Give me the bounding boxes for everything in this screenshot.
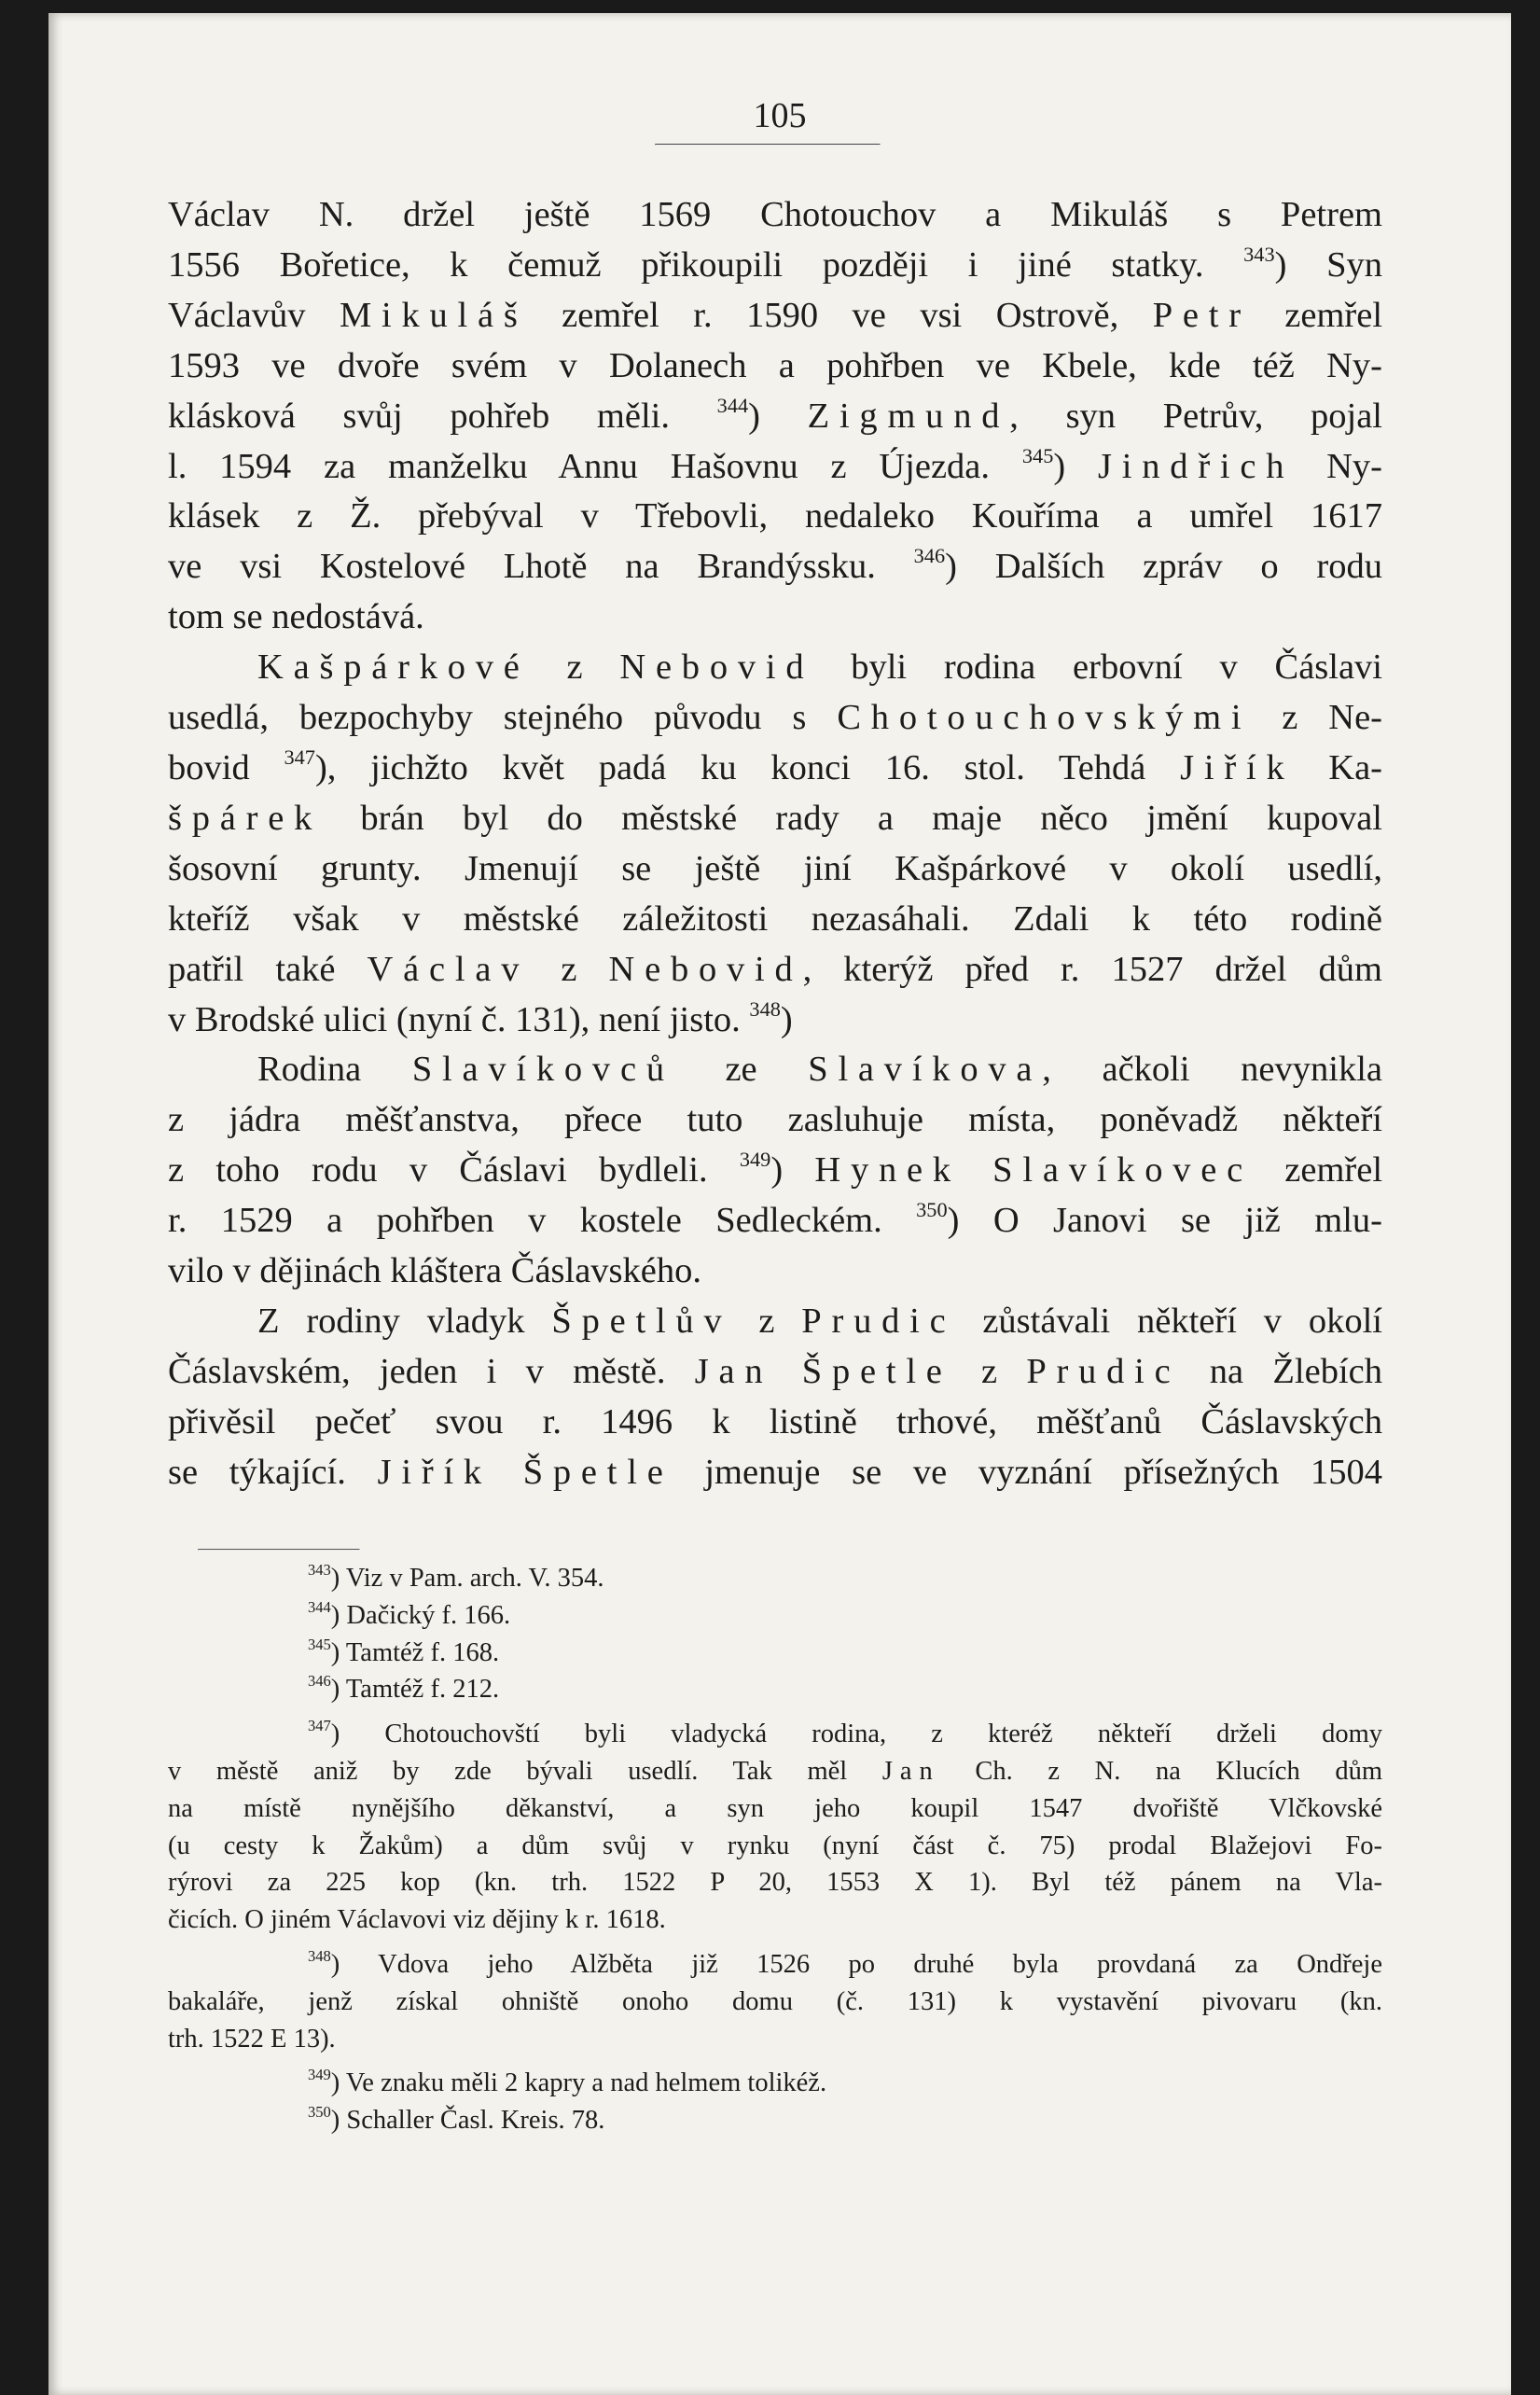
main-text xyxy=(168,190,1382,1498)
footnote-line xyxy=(168,1864,1382,1901)
paragraph xyxy=(168,1045,1382,1297)
spaced-name: Hynek xyxy=(814,1150,961,1191)
text-run: na místě nynějšího děkanství, a syn jeho koupil 1547 dvořiště Vlčkovské xyxy=(168,1793,1382,1823)
spaced-name: Jindřich xyxy=(1098,446,1295,486)
text-run: ) xyxy=(1053,446,1099,486)
footnote-group xyxy=(168,2065,1382,2139)
spaced-name: Nebovid xyxy=(619,647,814,688)
text-line xyxy=(168,996,1382,1046)
footnote-ref: 348 xyxy=(749,996,781,1021)
text-line xyxy=(168,392,1382,442)
text-run: zemřel r. 1590 ve vsi Ostrově, xyxy=(527,295,1153,335)
spaced-name: Slavíkovců xyxy=(411,1050,674,1090)
text-line xyxy=(168,1095,1382,1146)
text-line xyxy=(168,1196,1382,1246)
footnote xyxy=(168,2102,1382,2139)
text-run: z toho rodu v Čáslavi bydleli. xyxy=(168,1150,740,1191)
text-run: zůstávali někteří v okolí xyxy=(955,1301,1383,1341)
text-line xyxy=(168,945,1382,996)
footnote-text: ) Ve znaku měli 2 kapry a nad helmem tolikéž. xyxy=(330,2068,827,2098)
footnotes xyxy=(168,1560,1382,2139)
text-run: , kterýž před r. 1527 držel dům xyxy=(802,949,1383,989)
text-run: tom se nedostává. xyxy=(168,597,424,637)
text-run: brán byl do městské rady a maje něco jmění kupoval xyxy=(322,798,1382,838)
footnote-ref: 349 xyxy=(739,1148,771,1172)
text-run: l. 1594 za manželku Annu Hašovnu z Újezda. xyxy=(168,446,1022,486)
spaced-name: Jan xyxy=(881,1756,940,1786)
footnote-number: 344 xyxy=(308,1597,331,1616)
text-run: zemřel xyxy=(1250,295,1383,335)
spaced-name: Zigmund xyxy=(807,396,1010,436)
footnote xyxy=(168,2065,1382,2102)
footnote-line xyxy=(168,1716,1382,1753)
footnote-text: ) Viz v Pam. arch. V. 354. xyxy=(330,1564,604,1593)
text-line xyxy=(168,1297,1382,1347)
text-run: z xyxy=(529,647,620,688)
text-line xyxy=(168,592,1382,643)
paragraph xyxy=(168,643,1382,1045)
text-run: usedlá, bezpochyby stejného původu s xyxy=(168,698,838,738)
spaced-name: Chotouchovskými xyxy=(837,698,1252,738)
spaced-name: Jiřík xyxy=(377,1452,492,1492)
footnote-ref: 346 xyxy=(913,544,946,568)
text-run: , syn Petrův, pojal xyxy=(1009,396,1383,436)
text-run: ) xyxy=(770,1150,815,1191)
text-run xyxy=(492,1453,523,1492)
spaced-name: špárek xyxy=(168,798,323,838)
page-number: 105 xyxy=(753,96,807,135)
footnote-line xyxy=(168,1753,1382,1790)
spaced-name: Špetle xyxy=(522,1452,673,1492)
text-run: Rodina xyxy=(257,1050,412,1090)
spaced-name: Prudic xyxy=(1026,1351,1181,1391)
spaced-name: Slavíkovec xyxy=(992,1150,1254,1191)
text-run: rýrovi za 225 kop (kn. trh. 1522 P 20, 1553 X 1). Byl též pánem na Vla- xyxy=(168,1868,1382,1898)
text-run: patřil také xyxy=(168,949,368,989)
footnote-ref: 347 xyxy=(284,745,315,769)
spaced-name: Nebovid xyxy=(608,949,803,989)
text-run: čicích. O jiném Václavovi viz dějiny k r. 1618. xyxy=(168,1905,666,1935)
text-run: ) xyxy=(780,999,793,1039)
text-run: Čáslavském, jeden i v městě. xyxy=(168,1351,695,1391)
footnote-line xyxy=(168,1984,1382,2021)
text-run: ), jichžto květ padá ku konci 16. stol. Tehdá xyxy=(314,747,1181,787)
text-run: jmenuje se ve vyznání přísežných 1504 xyxy=(673,1452,1383,1492)
footnote-number: 346 xyxy=(308,1672,331,1691)
text-run: ) Dalších zpráv o rodu xyxy=(945,547,1382,587)
text-line xyxy=(168,442,1382,493)
text-run: 1593 ve dvoře svém v Dolanech a pohřben ve Kbele, kde též Ny- xyxy=(168,345,1382,385)
text-run: Z rodiny vladyk xyxy=(257,1301,552,1341)
text-line xyxy=(168,844,1382,895)
footnote-number: 343 xyxy=(308,1561,331,1580)
text-run: klásková svůj pohřeb měli. xyxy=(168,396,717,436)
text-run: zemřel xyxy=(1253,1150,1383,1191)
footnote xyxy=(168,1716,1382,1939)
footnote-text: ) Schaller Časl. Kreis. 78. xyxy=(330,2106,605,2136)
text-run: ze xyxy=(673,1050,809,1090)
text-run: Ka- xyxy=(1294,747,1382,787)
text-line xyxy=(168,492,1382,542)
text-run: z xyxy=(951,1351,1027,1391)
text-run: r. 1529 a pohřben v kostele Sedleckém. xyxy=(168,1201,917,1241)
footnote xyxy=(168,1597,1382,1635)
spaced-name: Jiřík xyxy=(1180,747,1295,787)
text-run: ) Syn xyxy=(1274,244,1383,285)
text-line xyxy=(168,895,1382,945)
footnote-ref: 350 xyxy=(916,1198,948,1222)
text-run: ) xyxy=(748,396,808,436)
text-run: Václavův xyxy=(168,295,340,335)
footnote-number: 350 xyxy=(308,2103,331,2122)
spaced-name: Špetle xyxy=(801,1351,952,1391)
text-run: trh. 1522 E 13). xyxy=(168,2024,336,2054)
text-run: 1556 Bořetice, k čemuž přikoupili později i jiné statky. xyxy=(168,244,1244,285)
paragraph xyxy=(168,1297,1382,1498)
header-rule xyxy=(655,144,881,146)
text-line xyxy=(168,643,1382,693)
footnote-line xyxy=(168,2021,1382,2058)
text-run: z Ne- xyxy=(1251,698,1382,738)
footnote-ref: 344 xyxy=(716,393,749,417)
text-line xyxy=(168,542,1382,592)
text-run: ) O Janovi se již mlu- xyxy=(947,1201,1382,1241)
text-run: Václav N. držel ještě 1569 Chotouchov a Mikuláš s Petrem xyxy=(168,195,1382,234)
text-run: se týkající. xyxy=(168,1452,378,1492)
footnote-line xyxy=(168,1901,1382,1939)
text-line xyxy=(168,693,1382,744)
text-run: Ch. z N. na Klucích dům xyxy=(939,1756,1382,1786)
text-run: ve vsi Kostelové Lhotě na Brandýssku. xyxy=(168,547,914,587)
text-run: z xyxy=(529,949,609,989)
footnote-line xyxy=(168,1828,1382,1865)
text-run: v Brodské ulici (nyní č. 131), není jisto. xyxy=(168,999,750,1039)
footnote xyxy=(168,1635,1382,1672)
text-line xyxy=(168,794,1382,844)
text-run: , ačkoli nevynikla xyxy=(1042,1050,1382,1090)
text-line xyxy=(168,1246,1382,1297)
text-run: Ny- xyxy=(1294,446,1383,486)
text-run: ) Vdova jeho Alžběta již 1526 po druhé byla provdaná za Ondřeje xyxy=(330,1949,1382,1979)
footnote-ref: 345 xyxy=(1021,443,1054,467)
footnote-ref: 347 xyxy=(308,1717,331,1735)
text-line xyxy=(168,1146,1382,1196)
text-run: v městě aniž by zde bývali usedlí. Tak měl xyxy=(168,1756,882,1786)
text-run: ) Chotouchovští byli vladycká rodina, z kteréž někteří drželi domy xyxy=(330,1720,1382,1749)
footnote-number: 349 xyxy=(308,2066,331,2084)
spaced-name: Kašpárkové xyxy=(257,647,530,688)
text-run: přivěsil pečeť svou r. 1496 k listině trhové, měšťanů Čáslavských xyxy=(168,1401,1382,1441)
footnote-text: ) Tamtéž f. 168. xyxy=(330,1637,500,1667)
book-page xyxy=(49,13,1511,2395)
footnote-text: ) Tamtéž f. 212. xyxy=(330,1675,500,1705)
text-run xyxy=(961,1150,992,1190)
text-line xyxy=(168,241,1382,291)
spaced-name: Mikuláš xyxy=(339,295,528,335)
spaced-name: Jan xyxy=(694,1351,773,1391)
footnote-ref: 348 xyxy=(308,1947,331,1966)
text-run: bakaláře, jenž získal ohniště onoho domu (č. 131) k vystavění pivovaru (kn. xyxy=(168,1986,1382,2016)
text-line xyxy=(168,1045,1382,1095)
text-line xyxy=(168,1398,1382,1448)
spaced-name: Petr xyxy=(1152,295,1251,335)
text-run: kteříž však v městské záležitosti nezasáhali. Zdali k této rodině xyxy=(168,898,1382,939)
text-line xyxy=(168,291,1382,341)
footnote-line xyxy=(168,1790,1382,1828)
text-line xyxy=(168,190,1382,241)
paragraph xyxy=(168,190,1382,643)
footnote-text: ) Dačický f. 166. xyxy=(330,1600,511,1630)
spaced-name: Slavíkova xyxy=(808,1050,1043,1090)
spaced-name: Václav xyxy=(367,949,530,989)
footnote-separator xyxy=(198,1549,360,1551)
text-run: byli rodina erbovní v Čáslavi xyxy=(813,647,1382,688)
footnote-line xyxy=(168,1946,1382,1984)
text-run: (u cesty k Žakům) a dům svůj v rynku (nyní část č. 75) prodal Blažejovi Fo- xyxy=(168,1831,1382,1860)
text-line xyxy=(168,1347,1382,1398)
footnote-ref: 343 xyxy=(1243,242,1275,266)
text-run: z jádra měšťanstva, přece tuto zasluhuje místa, poněvadž někteří xyxy=(168,1100,1382,1140)
text-line xyxy=(168,1448,1382,1498)
spaced-name: Špetlův xyxy=(551,1301,732,1341)
text-run: vilo v dějinách kláštera Čáslavského. xyxy=(168,1251,701,1291)
footnote-number: 345 xyxy=(308,1635,331,1653)
footnote xyxy=(168,1946,1382,2057)
text-run: na Žlebích xyxy=(1180,1351,1382,1391)
text-run xyxy=(772,1352,801,1391)
text-line xyxy=(168,744,1382,794)
footnote xyxy=(168,1560,1382,1597)
text-line xyxy=(168,341,1382,392)
text-run: z xyxy=(731,1301,802,1341)
footnote xyxy=(168,1671,1382,1708)
text-run: šosovní grunty. Jmenují se ještě jiní Kašpárkové v okolí usedlí, xyxy=(168,848,1382,888)
spaced-name: Prudic xyxy=(801,1301,956,1341)
text-run: bovid xyxy=(168,747,284,787)
text-run: klásek z Ž. přebýval v Třebovli, nedaleko Kouříma a umřel 1617 xyxy=(168,496,1382,536)
